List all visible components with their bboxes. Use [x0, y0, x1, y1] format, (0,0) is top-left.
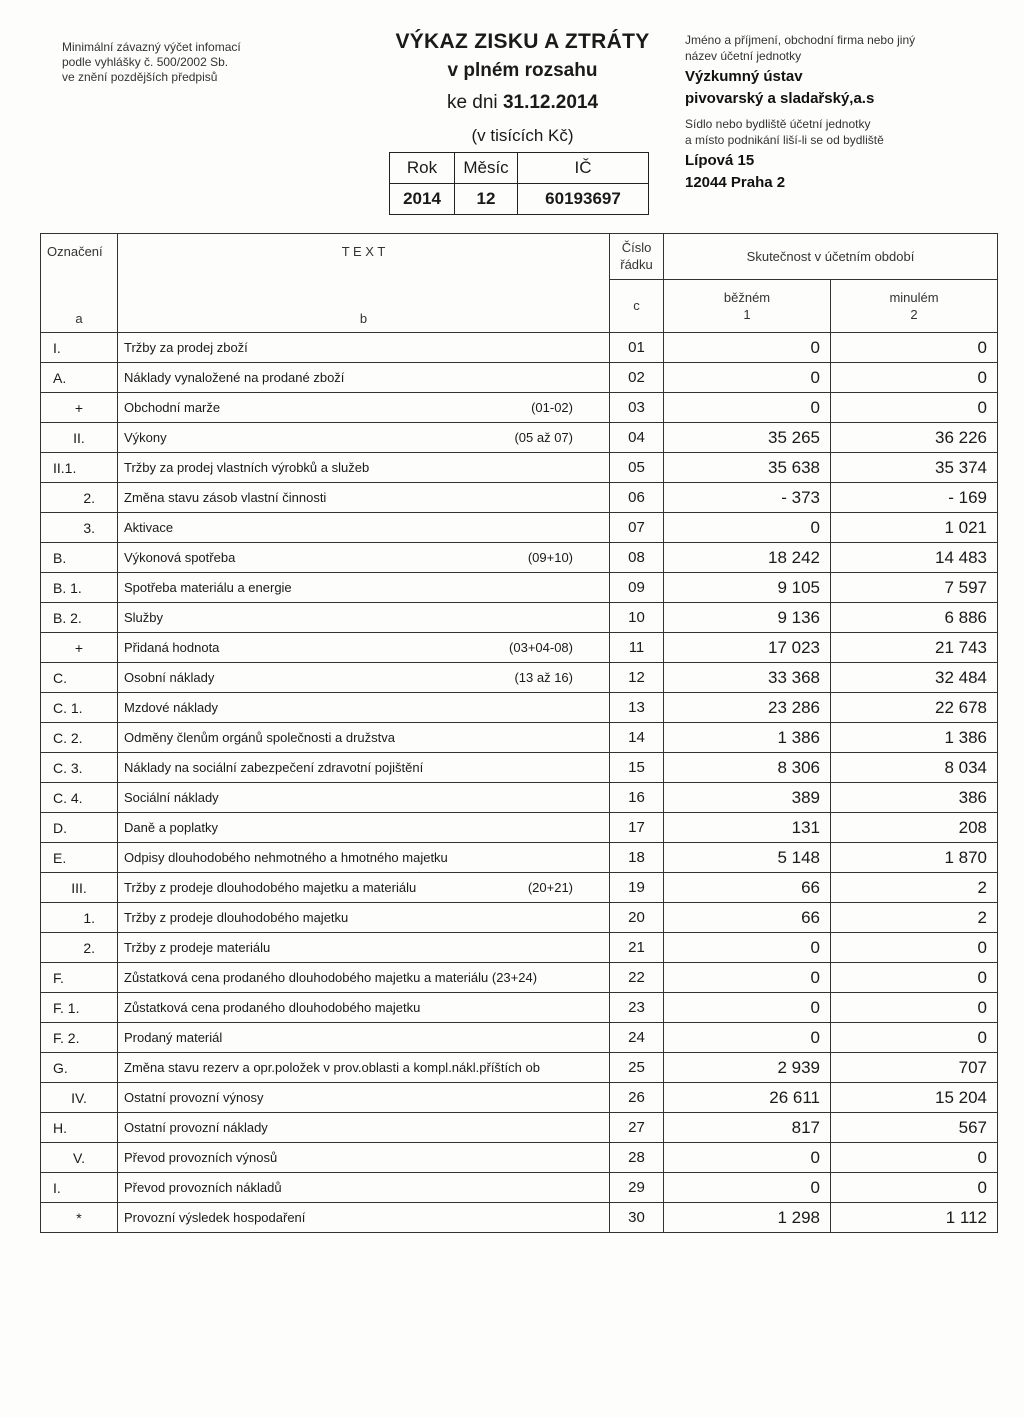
row-current-value: 26 611 — [664, 1083, 831, 1113]
row-number: 28 — [610, 1143, 664, 1173]
row-formula — [573, 790, 603, 805]
row-text: Odpisy dlouhodobého nehmotného a hmotného majetku — [124, 850, 448, 865]
row-previous-value: 36 226 — [831, 423, 998, 453]
row-number: 14 — [610, 723, 664, 753]
table-row — [41, 1173, 998, 1203]
row-current-value: 17 023 — [664, 633, 831, 663]
row-current-value: 1 298 — [664, 1203, 831, 1233]
row-number: 18 — [610, 843, 664, 873]
report-units: (v tisících Kč) — [471, 126, 574, 145]
row-current-value: 9 105 — [664, 573, 831, 603]
row-text: Obchodní marže — [124, 400, 221, 415]
row-number: 05 — [610, 453, 664, 483]
header-minule-label: minulém — [889, 289, 939, 305]
row-previous-value: 2 — [831, 873, 998, 903]
row-text: Daně a poplatky — [124, 820, 218, 835]
table-row — [41, 933, 998, 963]
row-formula — [573, 610, 603, 625]
row-formula — [573, 700, 603, 715]
row-text: Prodaný materiál — [124, 1030, 223, 1045]
row-current-value: 0 — [664, 1173, 831, 1203]
entity-address-label: Sídlo nebo bydliště účetní jednotky — [685, 117, 871, 131]
row-text-cell — [118, 1173, 610, 1203]
row-text-cell — [118, 903, 610, 933]
row-formula — [573, 1000, 603, 1015]
row-text-cell — [118, 333, 610, 363]
table-row — [41, 333, 998, 363]
legal-note-line: podle vyhlášky č. 500/2002 Sb. — [62, 55, 229, 69]
legal-note-line: Minimální závazný výčet infomací — [62, 40, 241, 54]
row-mark: C. 2. — [41, 723, 118, 753]
table-row — [41, 843, 998, 873]
row-current-value: - 373 — [664, 483, 831, 513]
row-text-cell — [118, 363, 610, 393]
row-text-cell — [118, 603, 610, 633]
row-text: Sociální náklady — [124, 790, 219, 805]
row-mark: 2. — [41, 483, 118, 513]
row-text: Změna stavu rezerv a opr.položek v prov.oblasti a kompl.nákl.příštích ob — [124, 1060, 540, 1075]
row-current-value: 33 368 — [664, 663, 831, 693]
row-number: 24 — [610, 1023, 664, 1053]
table-row — [41, 603, 998, 633]
row-previous-value: 707 — [831, 1053, 998, 1083]
row-previous-value: 0 — [831, 363, 998, 393]
row-number: 20 — [610, 903, 664, 933]
row-text: Přidaná hodnota — [124, 640, 220, 655]
row-mark: B. 1. — [41, 573, 118, 603]
row-text: Převod provozních nákladů — [124, 1180, 282, 1195]
profit-loss-table — [40, 233, 998, 1233]
row-mark: 1. — [41, 903, 118, 933]
row-text: Tržby z prodeje materiálu — [124, 940, 271, 955]
row-previous-value: 6 886 — [831, 603, 998, 633]
table-row — [41, 363, 998, 393]
row-formula — [573, 970, 603, 985]
row-text-cell — [118, 933, 610, 963]
row-previous-value: 1 870 — [831, 843, 998, 873]
row-text-cell — [118, 753, 610, 783]
row-formula — [573, 370, 603, 385]
row-previous-value: 8 034 — [831, 753, 998, 783]
row-formula: (05 až 07) — [514, 430, 573, 445]
row-number: 11 — [610, 633, 664, 663]
row-mark: F. — [41, 963, 118, 993]
table-row — [41, 693, 998, 723]
row-mark: C. 1. — [41, 693, 118, 723]
row-text: Ostatní provozní náklady — [124, 1120, 268, 1135]
value-ico: 60193697 — [518, 184, 649, 215]
row-text: Spotřeba materiálu a energie — [124, 580, 292, 595]
row-number: 23 — [610, 993, 664, 1023]
row-mark: B. — [41, 543, 118, 573]
table-row — [41, 663, 998, 693]
row-current-value: 131 — [664, 813, 831, 843]
row-previous-value: 0 — [831, 933, 998, 963]
row-formula — [573, 1210, 603, 1225]
row-text: Převod provozních výnosů — [124, 1150, 278, 1165]
row-formula: (13 až 16) — [514, 670, 573, 685]
row-mark: H. — [41, 1113, 118, 1143]
table-row — [41, 783, 998, 813]
row-text-cell — [118, 1023, 610, 1053]
row-text-cell — [118, 573, 610, 603]
row-current-value: 0 — [664, 513, 831, 543]
row-text: Zůstatková cena prodaného dlouhodobého majetku — [124, 1000, 421, 1015]
row-formula — [573, 1180, 603, 1195]
row-formula — [573, 850, 603, 865]
table-row — [41, 633, 998, 663]
row-formula: (20+21) — [527, 880, 573, 895]
table-row — [41, 453, 998, 483]
row-mark: C. 3. — [41, 753, 118, 783]
row-formula: (01-02) — [531, 400, 573, 415]
row-text-cell — [118, 873, 610, 903]
table-row — [41, 723, 998, 753]
row-text-cell — [118, 843, 610, 873]
row-number: 06 — [610, 483, 664, 513]
row-text-cell — [118, 483, 610, 513]
table-row — [41, 1023, 998, 1053]
row-previous-value: 0 — [831, 963, 998, 993]
row-current-value: 9 136 — [664, 603, 831, 633]
report-date: 31.12.2014 — [502, 92, 599, 113]
table-row — [41, 993, 998, 1023]
report-title: VÝKAZ ZISKU A ZTRÁTY — [395, 30, 650, 53]
entity-name: Výzkumný ústav — [685, 68, 803, 85]
row-current-value: 2 939 — [664, 1053, 831, 1083]
report-subtitle: v plném rozsahu — [447, 60, 598, 81]
entity-address: Lípová 15 — [685, 152, 755, 169]
row-current-value: 66 — [664, 903, 831, 933]
row-text: Služby — [124, 610, 164, 625]
row-current-value: 0 — [664, 1143, 831, 1173]
header-col-1: 1 — [743, 306, 751, 322]
entity-name: pivovarský a sladařský,a.s — [685, 90, 875, 107]
header-col-2: 2 — [910, 306, 918, 322]
table-row — [41, 1143, 998, 1173]
row-previous-value: 1 021 — [831, 513, 998, 543]
row-current-value: 0 — [664, 393, 831, 423]
row-previous-value: 7 597 — [831, 573, 998, 603]
row-number: 30 — [610, 1203, 664, 1233]
row-mark: II.1. — [41, 453, 118, 483]
entity-name-label: název účetní jednotky — [685, 49, 802, 63]
header-col-b: b — [359, 311, 368, 326]
report-title-block — [385, 30, 660, 146]
row-text: Náklady vynaložené na prodané zboží — [124, 370, 345, 385]
table-row — [41, 1053, 998, 1083]
row-text-cell — [118, 633, 610, 663]
table-row — [41, 393, 998, 423]
row-previous-value: 567 — [831, 1113, 998, 1143]
row-text: Provozní výsledek hospodaření — [124, 1210, 306, 1225]
row-mark: A. — [41, 363, 118, 393]
row-current-value: 0 — [664, 993, 831, 1023]
row-number: 13 — [610, 693, 664, 723]
header-col-a: a — [75, 311, 83, 326]
row-current-value: 1 386 — [664, 723, 831, 753]
row-mark: C. — [41, 663, 118, 693]
row-text-cell — [118, 1143, 610, 1173]
row-number: 02 — [610, 363, 664, 393]
row-current-value: 23 286 — [664, 693, 831, 723]
row-current-value: 0 — [664, 933, 831, 963]
row-text-cell — [118, 723, 610, 753]
table-row — [41, 903, 998, 933]
row-mark: + — [41, 393, 118, 423]
header-minule — [831, 279, 998, 332]
row-text-cell — [118, 513, 610, 543]
row-mark: C. 4. — [41, 783, 118, 813]
row-mark: II. — [41, 423, 118, 453]
row-number: 03 — [610, 393, 664, 423]
row-previous-value: - 169 — [831, 483, 998, 513]
row-formula: (03+04-08) — [509, 640, 573, 655]
row-text-cell — [118, 663, 610, 693]
row-number: 09 — [610, 573, 664, 603]
table-row — [41, 1083, 998, 1113]
row-previous-value: 2 — [831, 903, 998, 933]
row-text: Výkony — [124, 430, 167, 445]
row-formula — [573, 580, 603, 595]
row-text: Změna stavu zásob vlastní činnosti — [124, 490, 327, 505]
row-number: 29 — [610, 1173, 664, 1203]
row-number: 27 — [610, 1113, 664, 1143]
row-mark: I. — [41, 333, 118, 363]
row-previous-value: 35 374 — [831, 453, 998, 483]
row-number: 21 — [610, 933, 664, 963]
row-formula: (09+10) — [527, 550, 573, 565]
row-number: 12 — [610, 663, 664, 693]
row-formula — [573, 910, 603, 925]
row-number: 07 — [610, 513, 664, 543]
row-number: 10 — [610, 603, 664, 633]
header-oznaceni — [41, 234, 118, 333]
table-row — [41, 423, 998, 453]
row-text-cell — [118, 693, 610, 723]
entity-address: 12044 Praha 2 — [685, 174, 786, 191]
row-current-value: 389 — [664, 783, 831, 813]
table-row — [41, 753, 998, 783]
row-previous-value: 208 — [831, 813, 998, 843]
row-formula — [573, 1030, 603, 1045]
header-cislo-label: Číslo řádku — [620, 240, 653, 273]
row-number: 16 — [610, 783, 664, 813]
row-mark: I. — [41, 1173, 118, 1203]
row-current-value: 35 638 — [664, 453, 831, 483]
row-formula — [573, 490, 603, 505]
row-text-cell — [118, 1113, 610, 1143]
legal-note-line: ve znění pozdějších předpisů — [62, 70, 218, 84]
entity-address-label: a místo podnikání liší-li se od bydliště — [685, 133, 884, 147]
row-text-cell — [118, 393, 610, 423]
row-number: 26 — [610, 1083, 664, 1113]
row-previous-value: 22 678 — [831, 693, 998, 723]
header-skutecnost: Skutečnost v účetním období — [664, 234, 998, 280]
row-text-cell — [118, 1203, 610, 1233]
row-mark: D. — [41, 813, 118, 843]
row-mark: F. 2. — [41, 1023, 118, 1053]
row-mark: V. — [41, 1143, 118, 1173]
row-current-value: 0 — [664, 333, 831, 363]
row-current-value: 66 — [664, 873, 831, 903]
row-mark: IV. — [41, 1083, 118, 1113]
row-text-cell — [118, 813, 610, 843]
row-formula — [573, 520, 603, 535]
row-previous-value: 15 204 — [831, 1083, 998, 1113]
report-date-line — [385, 92, 660, 114]
row-formula — [573, 340, 603, 355]
row-formula — [573, 820, 603, 835]
report-date-prefix: ke dni — [446, 92, 498, 113]
row-text: Zůstatková cena prodaného dlouhodobého majetku a materiálu (23+24) — [124, 970, 538, 985]
row-current-value: 18 242 — [664, 543, 831, 573]
row-previous-value: 14 483 — [831, 543, 998, 573]
row-previous-value: 0 — [831, 1143, 998, 1173]
header-bezne — [664, 279, 831, 332]
row-current-value: 35 265 — [664, 423, 831, 453]
row-mark: * — [41, 1203, 118, 1233]
row-number: 25 — [610, 1053, 664, 1083]
row-number: 15 — [610, 753, 664, 783]
row-current-value: 0 — [664, 1023, 831, 1053]
row-current-value: 0 — [664, 363, 831, 393]
row-formula — [573, 760, 603, 775]
table-row — [41, 873, 998, 903]
identification-table — [389, 152, 649, 215]
row-text-cell — [118, 543, 610, 573]
table-row — [41, 483, 998, 513]
label-ico: IČ — [518, 153, 649, 184]
label-month: Měsíc — [455, 153, 518, 184]
row-number: 19 — [610, 873, 664, 903]
row-previous-value: 0 — [831, 1173, 998, 1203]
table-row — [41, 963, 998, 993]
row-text: Výkonová spotřeba — [124, 550, 236, 565]
row-text-cell — [118, 993, 610, 1023]
row-text: Náklady na sociální zabezpečení zdravotní pojištění — [124, 760, 424, 775]
header-text-label: T E X T — [341, 244, 386, 259]
row-previous-value: 32 484 — [831, 663, 998, 693]
row-formula — [573, 1060, 603, 1075]
row-previous-value: 1 386 — [831, 723, 998, 753]
row-text-cell — [118, 783, 610, 813]
row-formula — [573, 1150, 603, 1165]
row-text-cell — [118, 1083, 610, 1113]
table-row — [41, 543, 998, 573]
header-text — [118, 234, 610, 333]
row-text: Mzdové náklady — [124, 700, 218, 715]
table-row — [41, 513, 998, 543]
row-mark: G. — [41, 1053, 118, 1083]
value-year: 2014 — [390, 184, 455, 215]
row-mark: F. 1. — [41, 993, 118, 1023]
entity-name-label: Jméno a příjmení, obchodní firma nebo jiný — [685, 33, 916, 47]
row-number: 08 — [610, 543, 664, 573]
table-row — [41, 573, 998, 603]
table-row — [41, 1113, 998, 1143]
row-formula — [573, 940, 603, 955]
row-mark: 3. — [41, 513, 118, 543]
row-mark: B. 2. — [41, 603, 118, 633]
row-current-value: 5 148 — [664, 843, 831, 873]
label-year: Rok — [390, 153, 455, 184]
row-previous-value: 386 — [831, 783, 998, 813]
row-previous-value: 0 — [831, 333, 998, 363]
entity-info — [685, 32, 995, 194]
row-text: Tržby z prodeje dlouhodobého majetku a materiálu — [124, 880, 417, 895]
row-text-cell — [118, 423, 610, 453]
row-text-cell — [118, 453, 610, 483]
header-bezne-label: běžném — [723, 289, 771, 305]
row-text: Odměny členům orgánů společnosti a družstva — [124, 730, 395, 745]
row-text: Aktivace — [124, 520, 174, 535]
row-text-cell — [118, 1053, 610, 1083]
row-current-value: 8 306 — [664, 753, 831, 783]
row-previous-value: 21 743 — [831, 633, 998, 663]
row-text: Tržby za prodej zboží — [124, 340, 248, 355]
row-formula — [573, 460, 603, 475]
table-row — [41, 813, 998, 843]
row-mark: 2. — [41, 933, 118, 963]
row-number: 22 — [610, 963, 664, 993]
header-oznaceni-label: Označení — [47, 244, 103, 259]
row-previous-value: 0 — [831, 1023, 998, 1053]
row-formula — [573, 730, 603, 745]
row-mark: III. — [41, 873, 118, 903]
row-number: 01 — [610, 333, 664, 363]
row-previous-value: 0 — [831, 393, 998, 423]
row-previous-value: 0 — [831, 993, 998, 1023]
row-current-value: 817 — [664, 1113, 831, 1143]
row-formula — [573, 1090, 603, 1105]
row-text: Tržby z prodeje dlouhodobého majetku — [124, 910, 349, 925]
table-row — [41, 1203, 998, 1233]
row-text: Tržby za prodej vlastních výrobků a služeb — [124, 460, 370, 475]
row-text: Ostatní provozní výnosy — [124, 1090, 264, 1105]
row-formula — [573, 1120, 603, 1135]
row-previous-value: 1 112 — [831, 1203, 998, 1233]
row-number: 17 — [610, 813, 664, 843]
row-text: Osobní náklady — [124, 670, 215, 685]
header-cislo — [610, 234, 664, 280]
legal-note — [62, 40, 362, 85]
row-mark: E. — [41, 843, 118, 873]
value-month: 12 — [455, 184, 518, 215]
row-current-value: 0 — [664, 963, 831, 993]
row-mark: + — [41, 633, 118, 663]
row-text-cell — [118, 963, 610, 993]
row-number: 04 — [610, 423, 664, 453]
header-col-c: c — [610, 279, 664, 332]
